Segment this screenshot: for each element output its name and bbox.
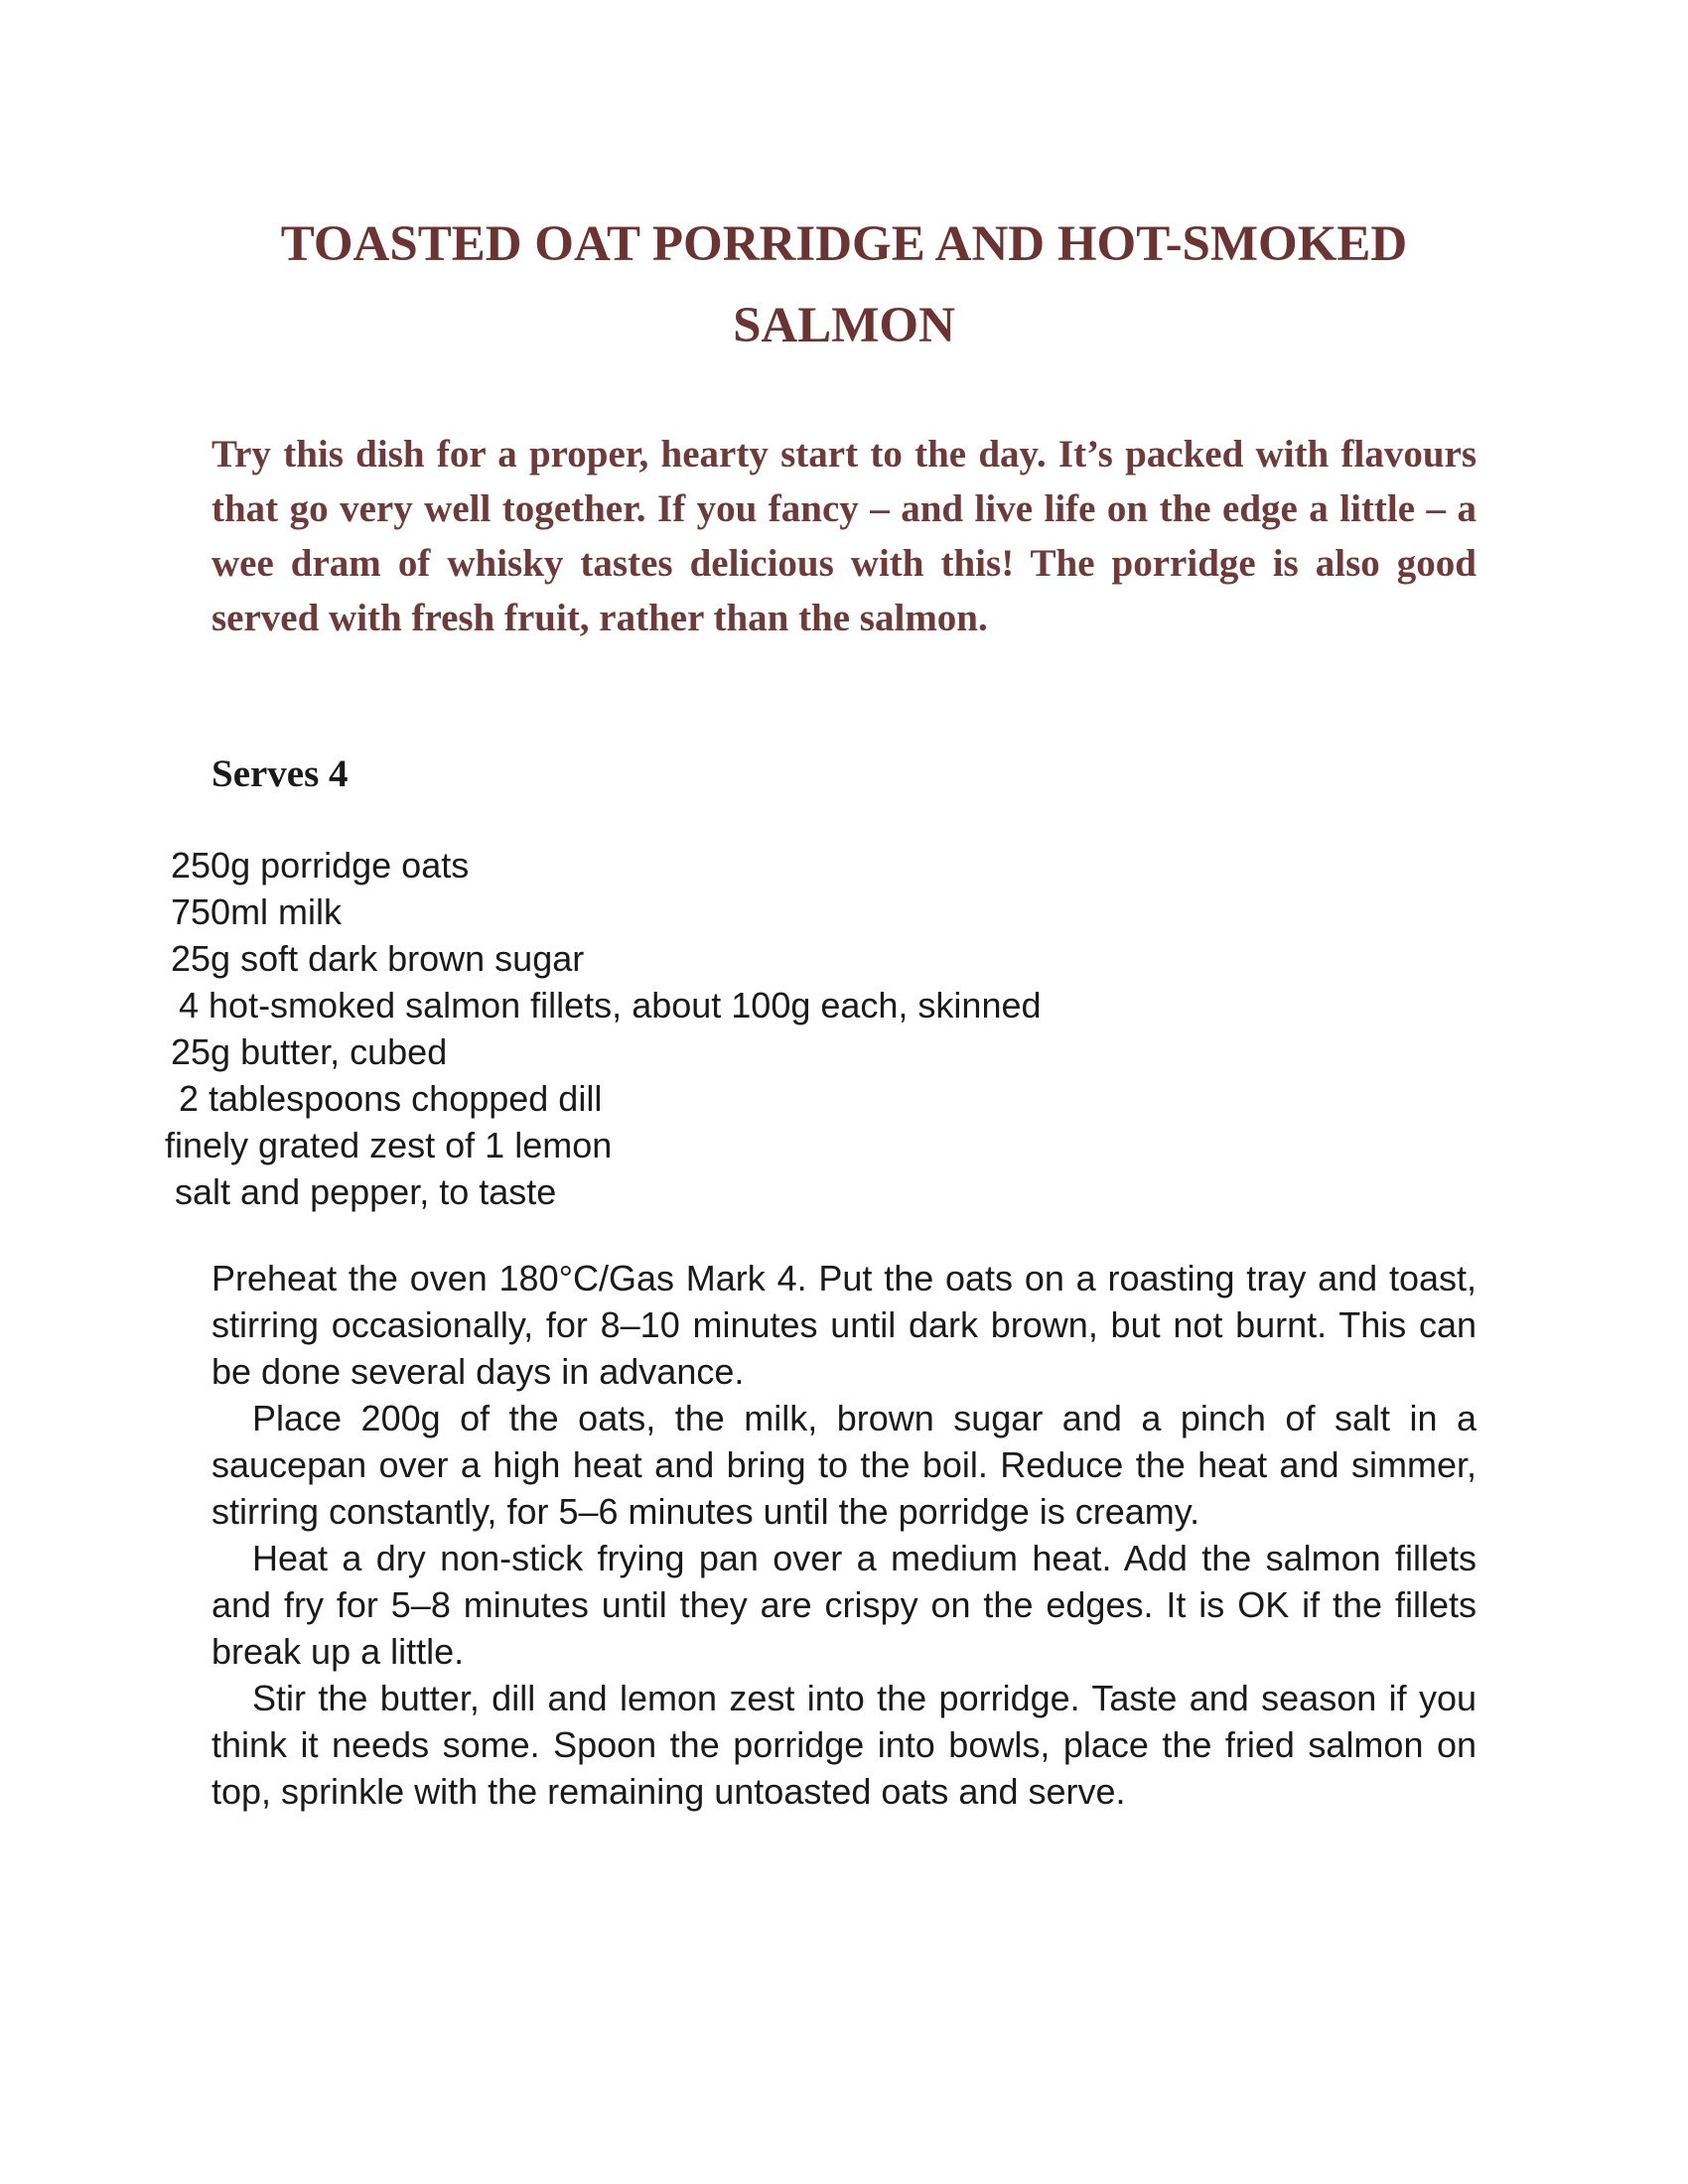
ingredient-item: 25g butter, cubed bbox=[171, 1031, 448, 1072]
ingredients-list bbox=[165, 842, 1192, 1215]
ingredient-item: finely grated zest of 1 lemon bbox=[165, 1125, 613, 1165]
recipe-title: TOASTED OAT PORRIDGE AND HOT-SMOKED SALMON bbox=[280, 216, 1408, 353]
ingredient-item: 4 hot-smoked salmon fillets, about 100g each, skinned bbox=[179, 985, 1042, 1025]
serves-count: Serves 4 bbox=[211, 752, 349, 795]
ingredient-item: 2 tablespoons chopped dill bbox=[179, 1078, 603, 1119]
ingredient-item: 25g soft dark brown sugar bbox=[171, 938, 585, 979]
method-section bbox=[211, 1255, 1477, 1815]
method-step: Stir the butter, dill and lemon zest into the porridge. Taste and season if you think it needs some. Spoon the porridge into bowls, place the fried salmon on top, sprinkle with the remaining untoasted oats and serve. bbox=[211, 1678, 1477, 1812]
ingredient-item: 750ml milk bbox=[171, 891, 343, 932]
ingredients-section bbox=[165, 842, 1192, 1219]
ingredient-item: 250g porridge oats bbox=[171, 845, 470, 886]
method-step: Preheat the oven 180°C/Gas Mark 4. Put the oats on a roasting tray and toast, stirring occasionally, for 8–10 minutes until dark brown, but not burnt. This can be done several days in advance. bbox=[211, 1258, 1477, 1392]
method-step: Place 200g of the oats, the milk, brown sugar and a pinch of salt in a saucepan over a high heat and bring to the boil. Reduce the heat and simmer, stirring constantly, for 5–6 minutes until the porridge is creamy. bbox=[211, 1398, 1477, 1532]
recipe-intro: Try this dish for a proper, hearty start to the day. It’s packed with flavours that go very well together. If you fancy – and live life on the edge a little – a wee dram of whisky tastes delicious with this! The porridge is also good served with fresh fruit, rather than the salmon. bbox=[211, 433, 1477, 639]
ingredient-item: salt and pepper, to taste bbox=[175, 1171, 557, 1212]
method-step: Heat a dry non-stick frying pan over a medium heat. Add the salmon fillets and fry for 5–8 minutes until they are crispy on the edges. It is OK if the fillets break up a little. bbox=[211, 1538, 1477, 1672]
